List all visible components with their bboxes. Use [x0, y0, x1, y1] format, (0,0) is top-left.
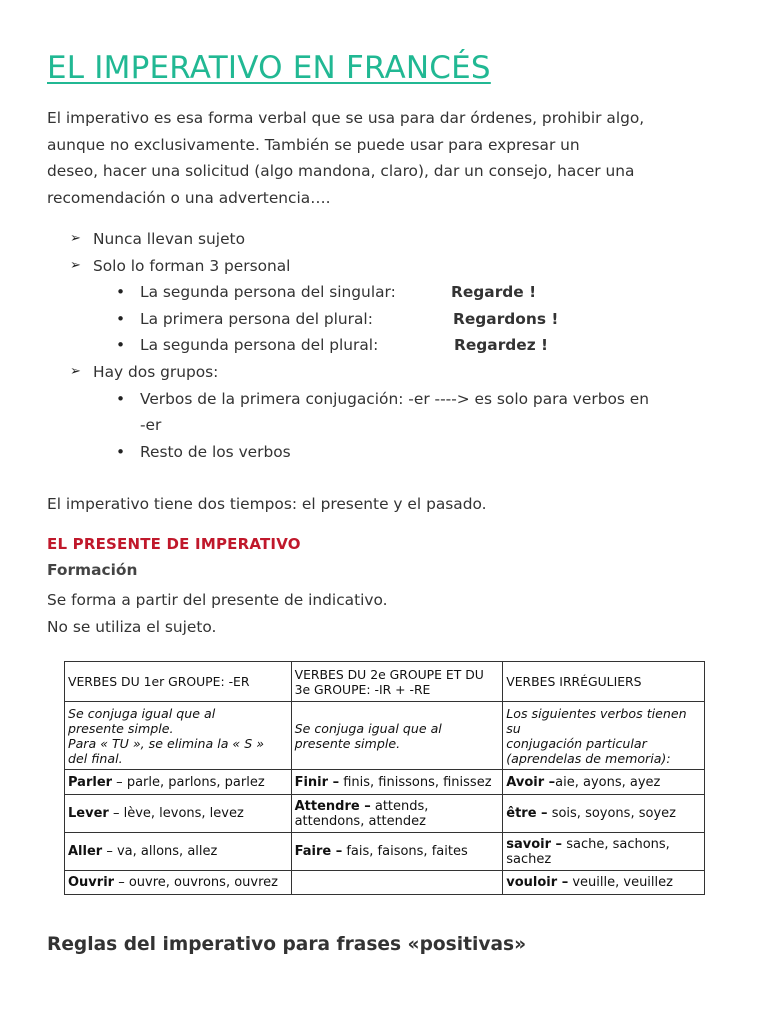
sublist-groups	[47, 386, 717, 466]
group-text: Verbos de la primera conjugación: -er ----> es solo para verbos en	[140, 389, 650, 408]
table-cell	[291, 795, 503, 833]
arrow-bullet-icon: ➢	[70, 231, 81, 246]
table-note-cell	[503, 702, 705, 770]
verb-name: Aller	[68, 844, 103, 859]
formacion-heading: Formación	[47, 561, 138, 579]
verb-name: Parler	[68, 774, 113, 790]
formacion-line: No se utiliza el sujeto.	[47, 618, 217, 636]
table-row	[65, 795, 705, 833]
list-item	[47, 359, 717, 386]
note-line: del final.	[68, 750, 123, 766]
table-note-cell	[65, 702, 292, 770]
group-text-cont: -er	[140, 416, 162, 435]
intro-line: recomendación o una advertencia….	[47, 188, 331, 207]
intro-line: deseo, hacer una solicitud (algo mandona, claro), dar un consejo, hacer una	[47, 162, 635, 181]
list-item	[47, 386, 717, 439]
table-header-row	[65, 662, 705, 702]
dot-bullet-icon: •	[116, 336, 126, 355]
verb-name: savoir –	[506, 836, 563, 852]
note-line: presente simple.	[294, 735, 401, 751]
verb-forms: finis, finissons, finissez	[343, 774, 492, 790]
separator: –	[108, 806, 124, 821]
note-line: conjugación particular	[506, 735, 647, 751]
list-item-text: Hay dos grupos:	[93, 362, 219, 381]
table-cell	[291, 871, 503, 895]
feature-list	[47, 226, 717, 465]
verb-forms: va, allons, allez	[116, 844, 218, 859]
dot-bullet-icon: •	[116, 283, 126, 302]
intro-line: aunque no exclusivamente. También se puede usar para expresar un	[47, 135, 580, 154]
dot-bullet-icon: •	[116, 309, 126, 328]
verb-forms: attends, attendons, attendez	[294, 798, 429, 829]
person-label: La primera persona del plural:	[140, 309, 373, 328]
list-item	[47, 279, 717, 306]
verb-name: être –	[506, 806, 548, 821]
table-note-cell	[291, 702, 503, 770]
verb-name: Avoir –	[506, 774, 556, 790]
table-header-cell: VERBES DU 2e GROUPE ET DU 3e GROUPE: -IR + -RE	[291, 662, 503, 702]
separator: –	[102, 844, 117, 859]
note-line: presente simple.	[68, 720, 174, 736]
table-cell	[291, 833, 503, 871]
table-cell	[65, 871, 292, 895]
tiempos-paragraph: El imperativo tiene dos tiempos: el presente y el pasado.	[47, 495, 487, 513]
table-cell	[503, 871, 705, 895]
verb-name: Faire –	[294, 844, 343, 859]
arrow-bullet-icon: ➢	[70, 363, 81, 379]
list-item	[47, 226, 717, 253]
note-line: Se conjuga igual que al	[294, 720, 442, 736]
table-cell	[65, 833, 292, 871]
intro-line: El imperativo es esa forma verbal que se usa para dar órdenes, prohibir algo,	[47, 109, 645, 127]
person-label: La segunda persona del singular:	[140, 283, 396, 302]
verb-forms: sois, soyons, soyez	[551, 806, 676, 821]
sublist-persons	[47, 279, 717, 359]
formacion-line: Se forma a partir del presente de indicativo.	[47, 591, 388, 609]
table-cell	[291, 770, 503, 795]
table-row	[65, 770, 705, 795]
list-item	[47, 306, 717, 333]
note-line: Los siguientes verbos tienen	[506, 705, 687, 721]
table-cell	[65, 795, 292, 833]
list-item-text: Solo lo forman 3 personal	[93, 256, 291, 275]
arrow-bullet-icon: ➢	[70, 257, 81, 273]
list-item-text: Nunca llevan sujeto	[93, 230, 245, 248]
table-cell	[503, 833, 705, 871]
table-cell	[503, 795, 705, 833]
verb-name: Attendre –	[294, 798, 371, 814]
verb-table	[64, 661, 705, 895]
person-example: Regardons !	[453, 309, 559, 328]
verb-forms: fais, faisons, faites	[346, 844, 468, 859]
verb-forms: aie, ayons, ayez	[555, 774, 661, 790]
separator: –	[114, 875, 129, 890]
table-cell	[65, 770, 292, 795]
separator: –	[112, 774, 127, 790]
list-item	[47, 439, 717, 466]
dot-bullet-icon: •	[116, 389, 126, 408]
table-row	[65, 871, 705, 895]
person-example: Regarde !	[451, 283, 537, 302]
verb-name: vouloir –	[506, 875, 569, 890]
list-item	[47, 332, 717, 359]
verb-forms: parle, parlons, parlez	[126, 774, 265, 790]
page-title: EL IMPERATIVO EN FRANCÉS	[47, 50, 491, 86]
note-line: (aprendelas de memoria):	[506, 750, 671, 766]
table-cell	[503, 770, 705, 795]
verb-forms: sache, sachons, sachez	[506, 836, 670, 867]
verb-forms: lève, levons, levez	[123, 806, 244, 821]
group-text: Resto de los verbos	[140, 442, 291, 461]
list-item	[47, 253, 717, 280]
verb-name: Finir –	[294, 774, 340, 790]
section-heading-presente: EL PRESENTE DE IMPERATIVO	[47, 535, 301, 553]
dot-bullet-icon: •	[116, 442, 126, 461]
person-example: Regardez !	[454, 336, 549, 355]
note-line: su	[506, 720, 521, 736]
verb-name: Lever	[68, 806, 109, 821]
table-notes-row	[65, 702, 705, 770]
table-row	[65, 833, 705, 871]
verb-forms: veuille, veuillez	[572, 875, 673, 890]
note-line: Se conjuga igual que al	[68, 705, 216, 721]
person-label: La segunda persona del plural:	[140, 336, 379, 355]
section-heading-rules: Reglas del imperativo para frases «positivas»	[47, 934, 527, 955]
table-header-cell: VERBES DU 1er GROUPE: -ER	[65, 662, 292, 702]
table-header-cell: VERBES IRRÉGULIERS	[503, 662, 705, 702]
verb-forms: ouvre, ouvrons, ouvrez	[128, 875, 278, 890]
note-line: Para « TU », se elimina la « S »	[68, 735, 264, 751]
intro-paragraph	[47, 105, 717, 211]
verb-name: Ouvrir	[68, 875, 115, 890]
